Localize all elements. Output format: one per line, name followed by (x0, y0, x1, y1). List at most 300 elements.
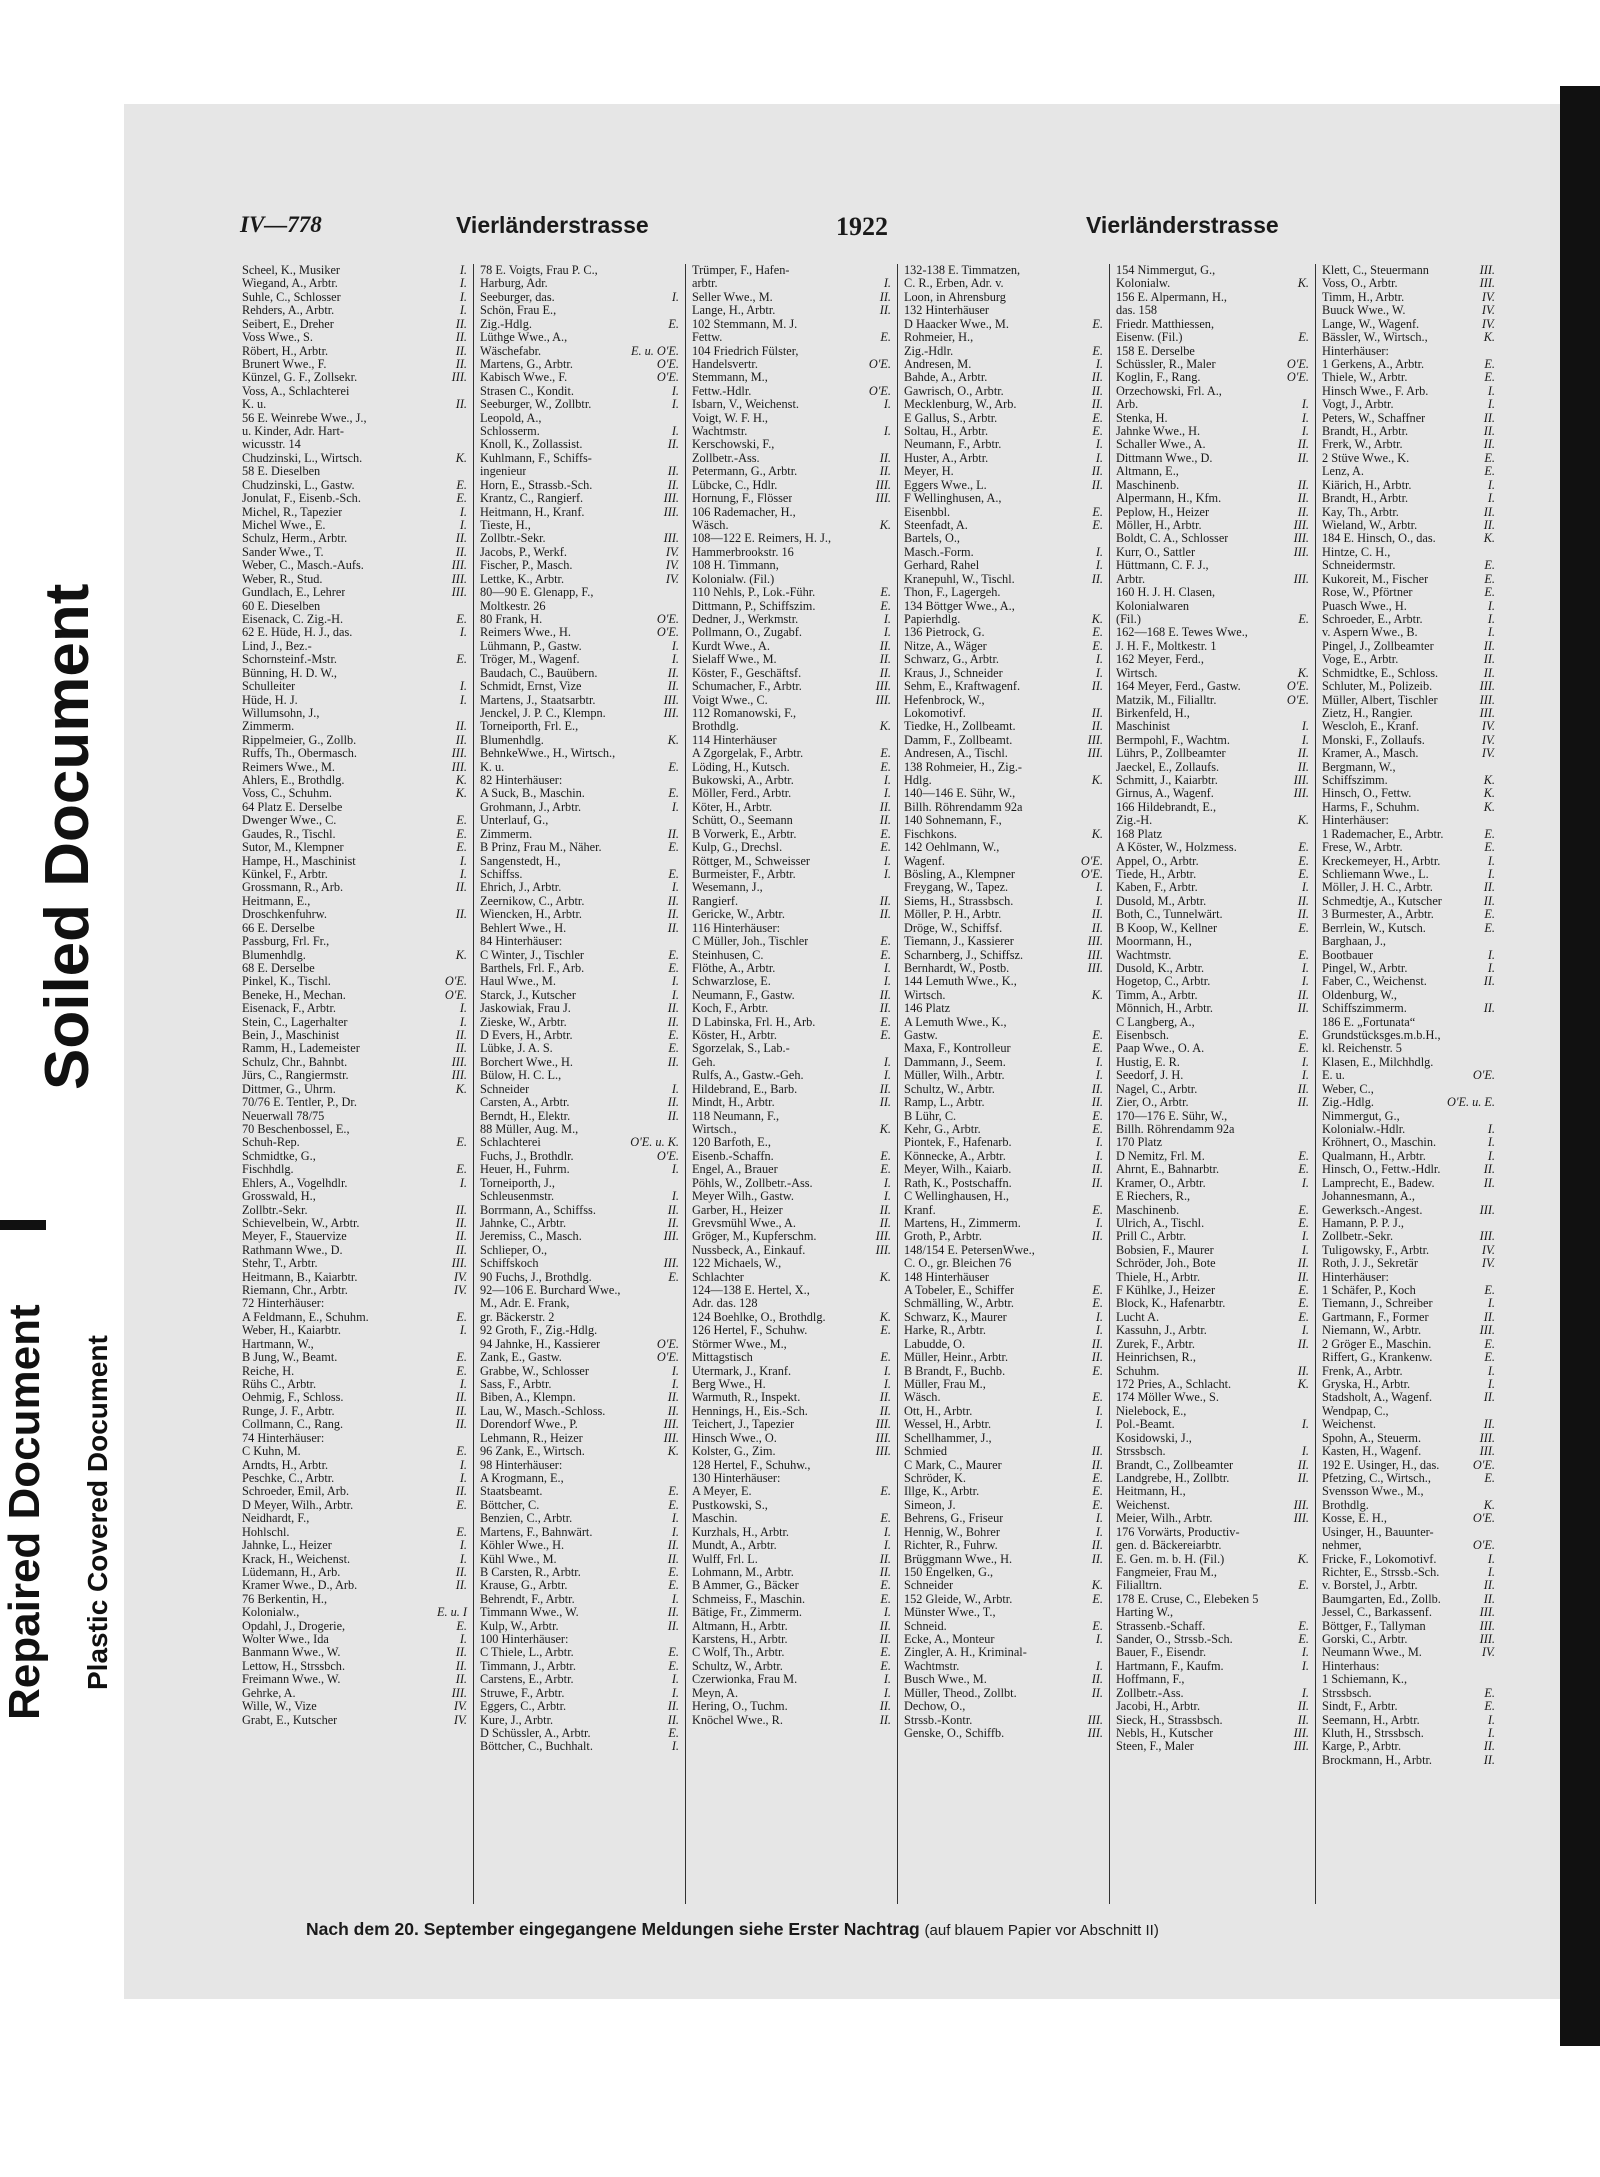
directory-entry (904, 479, 1103, 492)
entry-floor: O'E. (868, 383, 891, 398)
entry-floor: I. (883, 1524, 891, 1539)
entry-floor: I. (671, 289, 679, 304)
entry-text: 178 E. Cruse, C., Elebeken 5 (1116, 1592, 1259, 1606)
directory-entry (1322, 1069, 1495, 1082)
entry-text: Maschinenb. (1116, 1203, 1180, 1217)
entry-floor (887, 1297, 891, 1310)
entry-floor: III. (1479, 264, 1495, 277)
entry-floor: II. (879, 907, 891, 922)
street-heading-right: Vierländerstrasse (1086, 212, 1279, 238)
directory-entry (480, 1002, 679, 1015)
entry-floor: O'E. (444, 987, 467, 1002)
directory-entry (1116, 1512, 1309, 1525)
entry-text: Koch, F., Arbtr. (692, 1002, 769, 1016)
directory-entry (480, 1512, 679, 1525)
entry-floor (887, 881, 891, 894)
directory-entry (242, 1673, 467, 1686)
directory-entry (242, 1244, 467, 1257)
entry-text: Nussbeck, A., Einkauf. (692, 1243, 806, 1257)
entry-floor: I. (1095, 1135, 1103, 1150)
entry-floor: E. (456, 1162, 467, 1177)
directory-entry (692, 1700, 891, 1713)
entry-text: Usinger, H., Bauunter- (1322, 1525, 1434, 1539)
entry-text: Steinhusen, C. (692, 948, 764, 962)
directory-column-4 (898, 264, 1110, 1904)
entry-floor: I. (1487, 1296, 1495, 1311)
entry-text: 186 E. „Fortunata“ (1322, 1015, 1416, 1029)
directory-entry (904, 438, 1103, 451)
directory-entry (480, 1700, 679, 1713)
directory-entry (904, 1230, 1103, 1243)
directory-entry (480, 1714, 679, 1727)
entry-text: Mittagstisch (692, 1351, 753, 1365)
entry-floor (1305, 1566, 1309, 1579)
directory-entry (904, 1391, 1103, 1404)
directory-entry (692, 1083, 891, 1096)
entry-floor: II. (455, 880, 467, 895)
directory-entry (1322, 707, 1495, 720)
entry-floor: E. (456, 1497, 467, 1512)
entry-floor (1305, 600, 1309, 613)
entry-floor (1491, 989, 1495, 1002)
entry-text: Zank, E., Gastw. (480, 1351, 562, 1365)
directory-entry (692, 1620, 891, 1633)
entry-floor: II. (879, 1001, 891, 1016)
entry-floor: E. (1484, 1283, 1495, 1298)
entry-text: Heitmann, H., Kranf. (480, 505, 585, 519)
entry-text: Stein, C., Lagerhalter (242, 1015, 348, 1029)
entry-floor: E. (1484, 450, 1495, 465)
entry-floor: E. (456, 840, 467, 855)
entry-floor (675, 519, 679, 532)
directory-entry (1116, 1727, 1309, 1740)
entry-text: Barghaan, J., (1322, 935, 1386, 949)
entry-floor: II. (667, 893, 679, 908)
entry-text: Dorendorf Wwe., P. (480, 1418, 578, 1432)
entry-text: Kolonialwaren (1116, 599, 1190, 613)
directory-entry (480, 1445, 679, 1458)
entry-floor: E. (1484, 1470, 1495, 1485)
entry-floor: E. (456, 1444, 467, 1459)
entry-text: Schievelbein, W., Arbtr. (242, 1216, 360, 1230)
entry-text: Jaskowiak, Frau J. (480, 1002, 571, 1016)
directory-entry (692, 1056, 891, 1069)
entry-text: Meyer, H. (904, 465, 954, 479)
entry-floor: O'E. (1080, 853, 1103, 868)
entry-floor (1305, 801, 1309, 814)
entry-floor: E. (668, 1578, 679, 1593)
entry-floor: I. (671, 652, 679, 667)
directory-entry (480, 1016, 679, 1029)
entry-floor: I. (883, 1672, 891, 1687)
directory-entry (692, 747, 891, 760)
entry-floor (1305, 1485, 1309, 1498)
directory-entry (242, 1042, 467, 1055)
directory-entry (692, 1177, 891, 1190)
footer-note: (auf blauem Papier vor Abschnitt II) (924, 1922, 1159, 1939)
entry-text: Zollbetr.-Sekr. (1322, 1230, 1394, 1244)
directory-entry (692, 398, 891, 411)
directory-entry (904, 465, 1103, 478)
directory-entry (242, 600, 467, 613)
entry-text: Bobsien, F., Maurer (1116, 1243, 1214, 1257)
entry-floor: O'E. (1472, 1538, 1495, 1553)
entry-floor: E. (1092, 1028, 1103, 1043)
directory-entry (480, 949, 679, 962)
directory-entry (904, 707, 1103, 720)
directory-entry (1116, 1405, 1309, 1418)
entry-text: Meyn, A. (692, 1686, 739, 1700)
entry-text: Grohmann, J., Arbtr. (480, 800, 582, 814)
entry-floor: II. (1297, 893, 1309, 908)
entry-text: das. 158 (1116, 304, 1157, 318)
entry-floor: II. (879, 1618, 891, 1633)
directory-entry (480, 1244, 679, 1257)
entry-text: Ahrnt, E., Bahnarbtr. (1116, 1163, 1220, 1177)
directory-entry (692, 1123, 891, 1136)
directory-entry (1116, 1391, 1309, 1404)
entry-text: Borchert Wwe., H. (480, 1055, 573, 1069)
entry-floor (887, 438, 891, 451)
entry-text: 150 Engelken, G., (904, 1565, 994, 1579)
entry-floor: I. (1301, 974, 1309, 989)
directory-entry (692, 465, 891, 478)
entry-floor (675, 1284, 679, 1297)
entry-floor: IV. (1481, 316, 1495, 331)
directory-entry (1116, 1633, 1309, 1646)
entry-text: Bukowski, A., Arbtr. (692, 774, 794, 788)
entry-text: Richter, E., Strssb.-Sch. (1322, 1565, 1440, 1579)
directory-entry (480, 801, 679, 814)
entry-text: 70/76 E. Tentler, P., Dr. (242, 1096, 357, 1110)
entry-floor: III. (875, 679, 891, 694)
entry-text: C Langberg, A., (1116, 1015, 1195, 1029)
entry-floor: E. (880, 746, 891, 761)
entry-text: 130 Hinterhäuser: (692, 1471, 781, 1485)
directory-entry (1322, 318, 1495, 331)
directory-entry (904, 975, 1103, 988)
directory-entry (480, 1485, 679, 1498)
directory-entry (692, 828, 891, 841)
directory-entry (242, 734, 467, 747)
entry-text: Passburg, Frl. Fr., (242, 935, 330, 949)
entry-floor: E. (1298, 1162, 1309, 1177)
entry-text: Lübcke, C., Hdlr. (692, 478, 778, 492)
directory-entry (480, 318, 679, 331)
entry-floor: K. (667, 732, 679, 747)
directory-entry (1116, 546, 1309, 559)
entry-text: Pollmann, O., Zugabf. (692, 626, 802, 640)
entry-floor: I. (459, 1470, 467, 1485)
entry-floor: I. (883, 1363, 891, 1378)
directory-entry (242, 1284, 467, 1297)
directory-entry (242, 653, 467, 666)
directory-entry (1322, 1459, 1495, 1472)
directory-entry (692, 559, 891, 572)
directory-entry (242, 761, 467, 774)
entry-text: Wirtsch. (904, 988, 946, 1002)
directory-entry (1322, 1338, 1495, 1351)
directory-entry (242, 1150, 467, 1163)
entry-text: Beneke, H., Mechan. (242, 988, 346, 1002)
directory-entry (1116, 680, 1309, 693)
entry-text: Thiele, W., Arbtr. (1322, 371, 1408, 385)
entry-floor: II. (879, 1202, 891, 1217)
directory-entry (1116, 345, 1309, 358)
directory-entry (480, 908, 679, 921)
directory-entry (1116, 881, 1309, 894)
entry-floor (887, 264, 891, 277)
entry-text: Zig.-H. (1116, 814, 1153, 828)
entry-floor: I. (459, 303, 467, 318)
entry-floor: I. (671, 1524, 679, 1539)
directory-entry (904, 318, 1103, 331)
directory-entry (1116, 1190, 1309, 1203)
directory-entry (480, 1351, 679, 1364)
entry-floor: I. (1095, 1417, 1103, 1432)
entry-text: Jürs, C., Rangiermstr. (242, 1069, 349, 1083)
entry-floor: IV. (453, 1699, 467, 1714)
entry-floor: III. (1293, 1497, 1309, 1512)
directory-entry (904, 1579, 1103, 1592)
entry-text: Busch Wwe., M. (904, 1673, 987, 1687)
entry-floor: E. (668, 786, 679, 801)
entry-floor: III. (1293, 518, 1309, 533)
entry-floor: II. (1483, 1752, 1495, 1767)
directory-entry (1322, 1217, 1495, 1230)
directory-entry (904, 304, 1103, 317)
entry-floor: I. (459, 289, 467, 304)
directory-entry (692, 600, 891, 613)
entry-floor: II. (1297, 491, 1309, 506)
directory-entry (242, 1378, 467, 1391)
directory-entry (692, 935, 891, 948)
entry-floor (463, 895, 467, 908)
entry-floor: I. (671, 1672, 679, 1687)
entry-text: Röbert, H., Arbtr. (242, 344, 329, 358)
entry-floor: I. (671, 1363, 679, 1378)
entry-floor: II. (667, 679, 679, 694)
entry-text: Jonulat, F., Eisenb.-Sch. (242, 492, 361, 506)
directory-entry (692, 438, 891, 451)
directory-entry (1322, 734, 1495, 747)
entry-text: Jessel, C., Barkassenf. (1322, 1606, 1432, 1620)
entry-floor: III. (451, 1256, 467, 1271)
entry-text: Münster Wwe., T., (904, 1606, 996, 1620)
directory-entry (1322, 438, 1495, 451)
directory-entry (1322, 1740, 1495, 1753)
directory-entry (242, 1351, 467, 1364)
directory-entry (1322, 922, 1495, 935)
directory-entry (904, 1445, 1103, 1458)
entry-text: Hennings, H., Eis.-Sch. (692, 1404, 808, 1418)
entry-text: Lokomotivf. (904, 706, 966, 720)
entry-text: Kurdt Wwe., A. (692, 639, 770, 653)
entry-floor (463, 412, 467, 425)
directory-entry (1322, 331, 1495, 344)
entry-text: Meyer Wilh., Gastw. (692, 1190, 794, 1204)
directory-entry (904, 1365, 1103, 1378)
entry-floor: E. (1484, 1699, 1495, 1714)
entry-floor (675, 747, 679, 760)
entry-text: Torneiporth, Frl. E., (480, 720, 579, 734)
directory-entry (692, 1539, 891, 1552)
entry-text: Pustkowski, S., (692, 1498, 768, 1512)
entry-floor: II. (455, 343, 467, 358)
entry-text: Schroeder, E., Arbtr. (1322, 612, 1423, 626)
entry-floor: K. (455, 786, 467, 801)
entry-floor: III. (1087, 1712, 1103, 1727)
entry-text: K. u. (480, 760, 505, 774)
entry-text: Jaeckel, E., Zollaufs. (1116, 760, 1220, 774)
entry-text: Wäschefabr. (480, 344, 542, 358)
directory-entry (1322, 1687, 1495, 1700)
entry-floor: II. (455, 1484, 467, 1499)
street-heading-left: Vierländerstrasse (456, 212, 649, 238)
entry-text: Zeernikow, C., Arbtr. (480, 894, 585, 908)
entry-text: Schwarz, K., Maurer (904, 1310, 1007, 1324)
directory-entry (1116, 761, 1309, 774)
entry-floor: E. (456, 826, 467, 841)
entry-text: Andresen, M. (904, 357, 972, 371)
entry-text: Ramm, H., Lademeister (242, 1042, 360, 1056)
entry-text: 132-138 E. Timmatzen, (904, 264, 1021, 277)
entry-floor: II. (667, 665, 679, 680)
entry-text: Schmedtje, A., Kutscher (1322, 894, 1442, 908)
directory-entry (480, 707, 679, 720)
entry-floor: II. (455, 1645, 467, 1660)
entry-floor: O'E. (444, 974, 467, 989)
entry-floor: I. (1487, 1148, 1495, 1163)
entry-text: Hinterhaus: (1322, 1659, 1380, 1673)
directory-entry (1116, 667, 1309, 680)
entry-text: Schuh-Rep. (242, 1136, 300, 1150)
directory-entry (480, 1029, 679, 1042)
entry-text: Berrlein, W., Kutsch. (1322, 921, 1426, 935)
entry-floor: IV. (453, 1269, 467, 1284)
directory-entry (242, 1714, 467, 1727)
entry-text: 170 Platz (1116, 1136, 1163, 1150)
directory-entry (692, 1485, 891, 1498)
entry-floor: E. (1092, 504, 1103, 519)
directory-entry (904, 1526, 1103, 1539)
entry-floor: I. (671, 799, 679, 814)
entry-text: Oehmig, F., Schloss. (242, 1391, 344, 1405)
entry-text: gen. d. Bäckereiarbtr. (1116, 1539, 1222, 1553)
entry-floor: III. (875, 1430, 891, 1445)
entry-floor: I. (1487, 947, 1495, 962)
entry-floor: I. (883, 424, 891, 439)
entry-text: Brunert Wwe., F. (242, 357, 327, 371)
entry-floor (463, 922, 467, 935)
entry-floor: II. (1091, 1175, 1103, 1190)
entry-text: 166 Hildebrandt, E., (1116, 800, 1217, 814)
entry-text: E Riechers, R., (1116, 1190, 1191, 1204)
entry-text: B Carsten, R., Arbtr. (480, 1565, 581, 1579)
directory-entry (904, 747, 1103, 760)
entry-text: Grundstücksges.m.b.H., (1322, 1029, 1441, 1043)
directory-entry (1116, 895, 1309, 908)
directory-entry (1116, 1418, 1309, 1431)
entry-text: Jenckel, J. P. C., Klempn. (480, 706, 606, 720)
entry-text: 82 Hinterhäuser: (480, 774, 563, 788)
entry-floor: E. (456, 611, 467, 626)
directory-entry (242, 465, 467, 478)
directory-entry (904, 1633, 1103, 1646)
directory-entry (480, 989, 679, 1002)
entry-text: Wesemann, J., (692, 881, 763, 895)
entry-floor: III. (1293, 531, 1309, 546)
entry-text: Wieland, W., Arbtr. (1322, 519, 1418, 533)
entry-floor (1491, 761, 1495, 774)
entry-text: Tiede, H., Arbtr. (1116, 867, 1197, 881)
directory-entry (1116, 1217, 1309, 1230)
entry-floor (463, 1110, 467, 1123)
entry-floor: IV. (1481, 303, 1495, 318)
directory-entry (904, 586, 1103, 599)
entry-text: Voss, O., Arbtr. (1322, 277, 1398, 291)
directory-entry (480, 586, 679, 599)
entry-floor: E. (1092, 1202, 1103, 1217)
directory-entry (480, 1284, 679, 1297)
directory-entry (480, 1096, 679, 1109)
directory-entry (692, 1566, 891, 1579)
entry-floor (1491, 1042, 1495, 1055)
directory-entry (1116, 801, 1309, 814)
directory-entry (480, 546, 679, 559)
entry-text: Masch.-Form. (904, 545, 974, 559)
entry-floor: K. (879, 1122, 891, 1136)
entry-floor: III. (875, 1417, 891, 1432)
entry-text: 184 E. Hinsch, O., das. (1322, 532, 1436, 546)
directory-entry (242, 1432, 467, 1445)
directory-entry (904, 1271, 1103, 1284)
entry-text: Ulrich, A., Tischl. (1116, 1216, 1205, 1230)
entry-floor: II. (1297, 907, 1309, 922)
entry-text: Haul Wwe., M. (480, 975, 556, 989)
directory-entry (480, 277, 679, 290)
entry-floor: II. (667, 1403, 679, 1418)
entry-floor: E. (880, 826, 891, 841)
entry-floor (1099, 841, 1103, 854)
entry-text: 100 Hinterhäuser: (480, 1633, 569, 1647)
directory-entry (1322, 559, 1495, 572)
entry-floor: E. (1092, 316, 1103, 331)
entry-floor: I. (1095, 665, 1103, 680)
entry-floor: II. (879, 1403, 891, 1418)
entry-text: Jahnke Wwe., H. (1116, 425, 1201, 439)
entry-text: Hüde, H. J. (242, 693, 298, 707)
directory-entry (1116, 1042, 1309, 1055)
entry-text: (Fil.) (1116, 612, 1141, 626)
entry-text: Jacobi, H., Arbtr. (1116, 1700, 1201, 1714)
directory-entry (1322, 1579, 1495, 1592)
entry-floor: II. (1091, 370, 1103, 385)
entry-floor: II. (667, 920, 679, 935)
entry-text: Warmuth, R., Inspekt. (692, 1391, 801, 1405)
entry-floor: E. (1298, 1296, 1309, 1311)
entry-text: 118 Neumann, F., (692, 1109, 780, 1123)
entry-floor: II. (879, 1712, 891, 1727)
directory-entry (692, 1499, 891, 1512)
entry-floor (1099, 291, 1103, 304)
entry-floor: I. (1487, 1363, 1495, 1378)
directory-entry (904, 371, 1103, 384)
directory-entry (1322, 304, 1495, 317)
entry-floor: II. (879, 464, 891, 479)
entry-text: B Lühr, C. (904, 1109, 957, 1123)
directory-entry (904, 1539, 1103, 1552)
